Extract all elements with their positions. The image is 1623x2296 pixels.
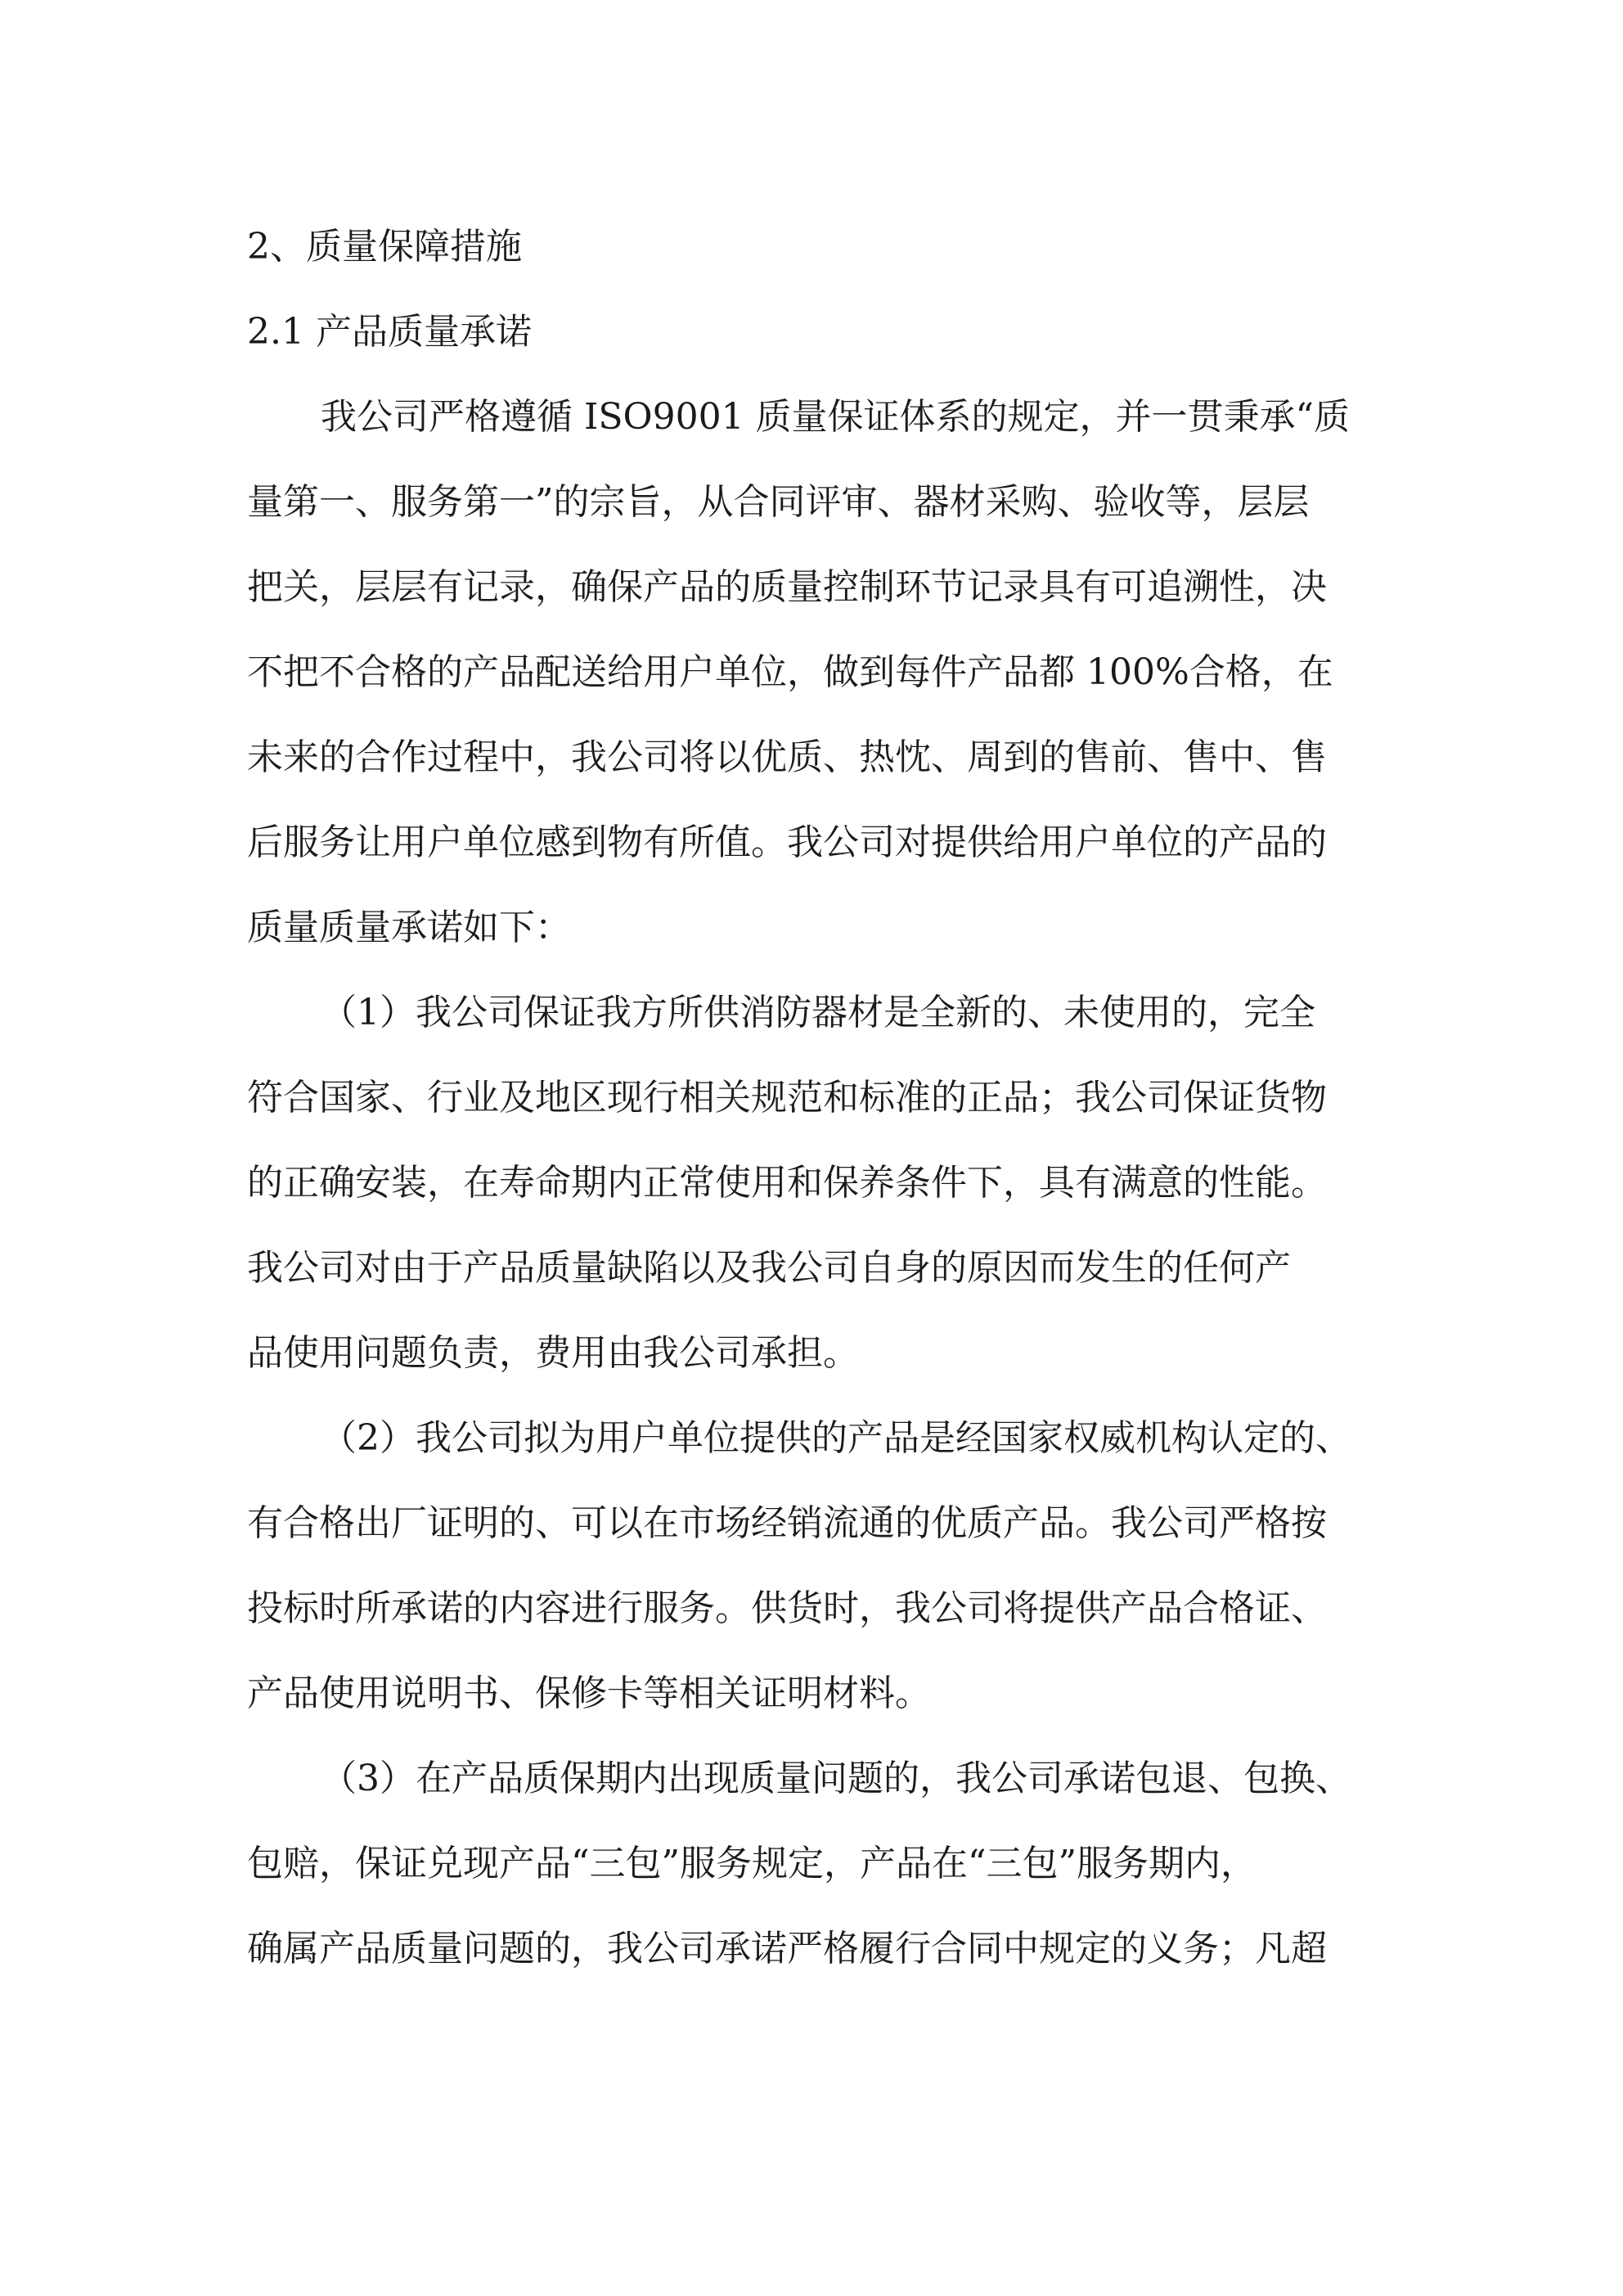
- paragraph-line: 后服务让用户单位感到物有所值。我公司对提供给用户单位的产品的: [247, 822, 1327, 863]
- paragraph-intro: [247, 375, 1386, 970]
- paragraph-line: （1）我公司保证我方所供消防器材是全新的、未使用的，完全: [321, 992, 1315, 1033]
- section-subtitle: 2.1 产品质量承诺: [247, 311, 532, 353]
- paragraph-line: 品使用问题负责，费用由我公司承担。: [247, 1332, 859, 1374]
- paragraph-line: （2）我公司拟为用户单位提供的产品是经国家权威机构认定的、: [321, 1417, 1351, 1459]
- document-page: [247, 205, 1386, 1992]
- paragraph-item-2: [247, 1396, 1386, 1736]
- paragraph-item-3: [247, 1736, 1386, 1992]
- paragraph-line: 包赔，保证兑现产品“三包”服务规定，产品在“三包”服务期内，: [247, 1843, 1257, 1884]
- paragraph-line: 不把不合格的产品配送给用户单位，做到每件产品都 100%合格，在: [247, 651, 1333, 693]
- paragraph-line: 确属产品质量问题的，我公司承诺严格履行合同中规定的义务；凡超: [247, 1928, 1327, 1970]
- section-title: 2、质量保障措施: [247, 226, 522, 268]
- paragraph-line: 符合国家、行业及地区现行相关规范和标准的正品；我公司保证货物: [247, 1077, 1327, 1119]
- paragraph-item-1: [247, 970, 1386, 1396]
- paragraph-line: 有合格出厂证明的、可以在市场经销流通的优质产品。我公司严格按: [247, 1502, 1327, 1544]
- paragraph-line: 量第一、服务第一”的宗旨，从合同评审、器材采购、验收等，层层: [247, 481, 1310, 523]
- paragraph-line: 未来的合作过程中，我公司将以优质、热忱、周到的售前、售中、售: [247, 736, 1327, 778]
- paragraph-line: 投标时所承诺的内容进行服务。供货时，我公司将提供产品合格证、: [247, 1587, 1327, 1629]
- paragraph-line: 把关，层层有记录，确保产品的质量控制环节记录具有可追溯性，决: [247, 566, 1327, 608]
- paragraph-line: 我公司严格遵循 ISO9001 质量保证体系的规定，并一贯秉承“质: [321, 396, 1351, 438]
- paragraph-line: 质量质量承诺如下：: [247, 907, 571, 948]
- paragraph-line: （3）在产品质保期内出现质量问题的，我公司承诺包退、包换、: [321, 1758, 1351, 1799]
- paragraph-line: 产品使用说明书、保修卡等相关证明材料。: [247, 1672, 931, 1714]
- paragraph-line: 的正确安装，在寿命期内正常使用和保养条件下，具有满意的性能。: [247, 1162, 1327, 1204]
- paragraph-line: 我公司对由于产品质量缺陷以及我公司自身的原因而发生的任何产: [247, 1247, 1291, 1289]
